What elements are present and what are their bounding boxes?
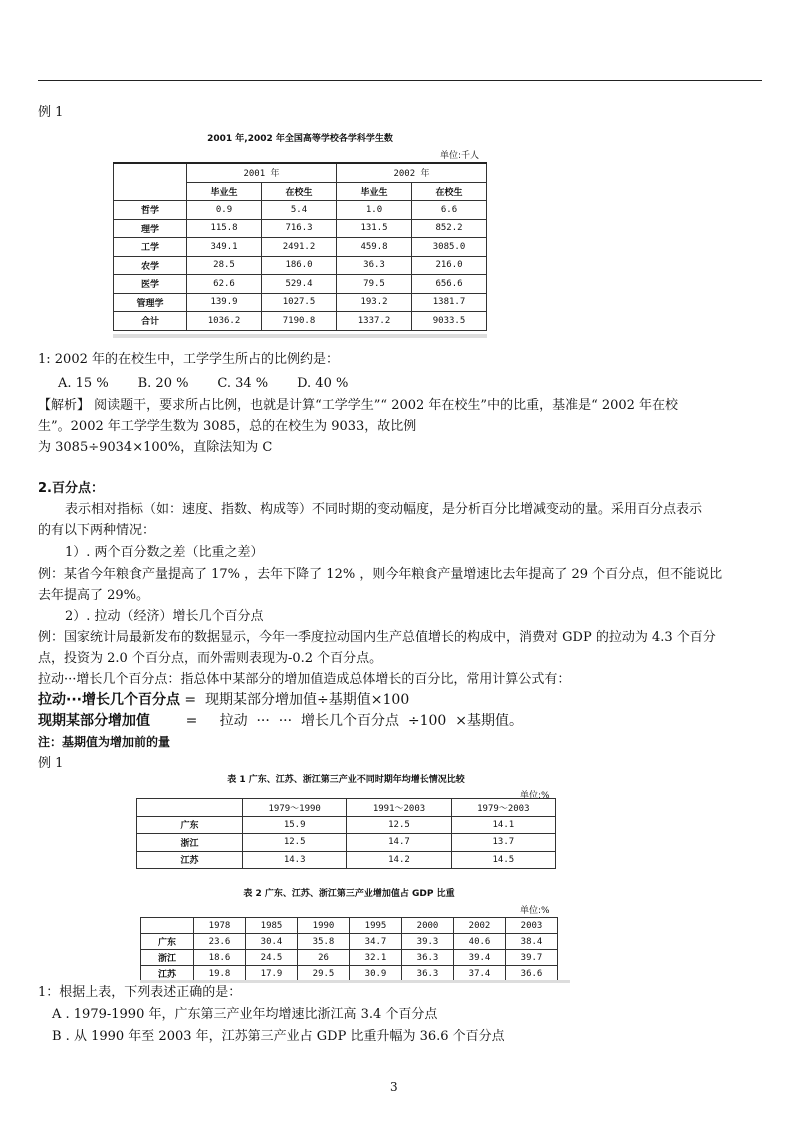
paragraph-line: 点，投资为 2.0 个百分点，而外需则表现为-0.2 个百分点。 bbox=[38, 651, 383, 666]
cell: 19.8 bbox=[194, 966, 246, 982]
paragraph-line: 表示相对指标（如：速度、指数、构成等）不同时期的变动幅度，是分析百分比增减变动的量。采用百分点表示 bbox=[65, 502, 703, 517]
cell: 39.4 bbox=[454, 950, 506, 966]
cell: 36.3 bbox=[402, 966, 454, 982]
cell: 2491.2 bbox=[262, 238, 337, 257]
definition-line: 拉动···增长几个百分点：指总体中某部分的增加值造成总体增长的百分比，常用计算公式有： bbox=[38, 672, 571, 687]
table-row bbox=[114, 219, 487, 238]
table3-corner bbox=[141, 918, 194, 934]
formula-2-expression: = 拉动 ··· ··· 增长几个百分点 ÷100 ×基期值。 bbox=[150, 713, 523, 729]
case-heading: 1）. 两个百分数之差（比重之差） bbox=[65, 545, 264, 560]
cell: 39.7 bbox=[506, 950, 558, 966]
cell: 9033.5 bbox=[412, 312, 487, 331]
table-row bbox=[114, 293, 487, 312]
cell: 35.8 bbox=[298, 934, 350, 950]
row-name: 江苏 bbox=[137, 851, 243, 869]
question-2-option-b: B . 从 1990 年至 2003 年，江苏第三产业占 GDP 比重升幅为 36.6 个百分点 bbox=[52, 1029, 505, 1044]
table3-header: 2003 bbox=[506, 918, 558, 934]
cell: 28.5 bbox=[187, 256, 262, 275]
paragraph-line: 去年提高了 29%。 bbox=[38, 588, 150, 603]
row-name: 农学 bbox=[114, 256, 187, 275]
cell: 349.1 bbox=[187, 238, 262, 257]
table-row bbox=[137, 816, 556, 834]
paragraph-line: 例：国家统计局最新发布的数据显示，今年一季度拉动国内生产总值增长的构成中，消费对 GDP 的拉动为 4.3 个百分 bbox=[38, 630, 716, 645]
analysis-line: 为 3085÷9034×100%，直除法知为 C bbox=[38, 440, 273, 455]
cell: 15.9 bbox=[243, 816, 347, 834]
row-name: 工学 bbox=[114, 238, 187, 257]
table1-year-header: 2002 年 bbox=[337, 163, 487, 182]
row-name: 广东 bbox=[141, 934, 194, 950]
table3-unit: 单位:% bbox=[520, 906, 550, 916]
cell: 40.6 bbox=[454, 934, 506, 950]
cell: 62.6 bbox=[187, 275, 262, 294]
scan-shadow bbox=[140, 980, 570, 983]
table1-sub-header: 在校生 bbox=[262, 182, 337, 201]
cell: 216.0 bbox=[412, 256, 487, 275]
table3-header: 1978 bbox=[194, 918, 246, 934]
row-name: 浙江 bbox=[137, 834, 243, 852]
table2 bbox=[136, 798, 556, 869]
example-label: 例 1 bbox=[38, 105, 64, 120]
table1-year-header: 2001 年 bbox=[187, 163, 337, 182]
cell: 7190.8 bbox=[262, 312, 337, 331]
table-row bbox=[114, 238, 487, 257]
cell: 1337.2 bbox=[337, 312, 412, 331]
cell: 5.4 bbox=[262, 201, 337, 220]
table3-title: 表 2 广东、江苏、浙江第三产业增加值占 GDP 比重 bbox=[243, 889, 455, 899]
cell: 29.5 bbox=[298, 966, 350, 982]
cell: 14.5 bbox=[451, 851, 555, 869]
paragraph-line: 例：某省今年粮食产量提高了 17% ，去年下降了 12% ，则今年粮食产量增速比去年提高了 29 个百分点，但不能说比 bbox=[38, 567, 723, 582]
example-label: 例 1 bbox=[38, 756, 64, 771]
cell: 529.4 bbox=[262, 275, 337, 294]
cell: 131.5 bbox=[337, 219, 412, 238]
cell: 17.9 bbox=[246, 966, 298, 982]
cell: 139.9 bbox=[187, 293, 262, 312]
cell: 1381.7 bbox=[412, 293, 487, 312]
table-row bbox=[137, 834, 556, 852]
row-name: 浙江 bbox=[141, 950, 194, 966]
table2-title: 表 1 广东、江苏、浙江第三产业不同时期年均增长情况比较 bbox=[227, 775, 465, 785]
analysis-line: 生”。2002 年工学学生数为 3085，总的在校生为 9033，故比例 bbox=[38, 419, 417, 434]
table3-header: 1985 bbox=[246, 918, 298, 934]
table1-sub-header: 毕业生 bbox=[337, 182, 412, 201]
header-rule bbox=[38, 80, 762, 81]
cell: 186.0 bbox=[262, 256, 337, 275]
table2-corner bbox=[137, 799, 243, 817]
cell: 1027.5 bbox=[262, 293, 337, 312]
formula-2-term: 现期某部分增加值 bbox=[38, 713, 150, 729]
table1-title: 2001 年,2002 年全国高等学校各学科学生数 bbox=[207, 134, 393, 144]
cell: 36.6 bbox=[506, 966, 558, 982]
cell: 12.5 bbox=[243, 834, 347, 852]
cell: 12.5 bbox=[347, 816, 451, 834]
table1 bbox=[113, 162, 487, 331]
cell: 656.6 bbox=[412, 275, 487, 294]
cell: 34.7 bbox=[350, 934, 402, 950]
cell: 1.0 bbox=[337, 201, 412, 220]
row-name: 管理学 bbox=[114, 293, 187, 312]
cell: 79.5 bbox=[337, 275, 412, 294]
cell: 36.3 bbox=[402, 950, 454, 966]
cell: 39.3 bbox=[402, 934, 454, 950]
page-number: 3 bbox=[390, 1080, 398, 1094]
section-heading: 2.百分点： bbox=[38, 481, 104, 496]
table3-header: 1990 bbox=[298, 918, 350, 934]
row-name: 医学 bbox=[114, 275, 187, 294]
table2-header: 1991～2003 bbox=[347, 799, 451, 817]
formula-2 bbox=[38, 713, 523, 729]
row-name: 江苏 bbox=[141, 966, 194, 982]
table-row bbox=[137, 851, 556, 869]
row-name: 理学 bbox=[114, 219, 187, 238]
cell: 6.6 bbox=[412, 201, 487, 220]
table1-unit: 单位:千人 bbox=[440, 151, 480, 161]
scan-shadow bbox=[113, 334, 487, 338]
cell: 14.7 bbox=[347, 834, 451, 852]
table3-header: 1995 bbox=[350, 918, 402, 934]
cell: 1036.2 bbox=[187, 312, 262, 331]
cell: 0.9 bbox=[187, 201, 262, 220]
cell: 37.4 bbox=[454, 966, 506, 982]
table1-sub-header: 毕业生 bbox=[187, 182, 262, 201]
cell: 193.2 bbox=[337, 293, 412, 312]
table3-header: 2000 bbox=[402, 918, 454, 934]
cell: 30.9 bbox=[350, 966, 402, 982]
formula-1-term: 拉动···增长几个百分点 bbox=[38, 692, 180, 708]
cell: 852.2 bbox=[412, 219, 487, 238]
row-name: 哲学 bbox=[114, 201, 187, 220]
table-row bbox=[114, 275, 487, 294]
case-heading: 2）. 拉动（经济）增长几个百分点 bbox=[65, 609, 264, 624]
question-2-option-a: A . 1979-1990 年，广东第三产业年均增速比浙江高 3.4 个百分点 bbox=[52, 1007, 438, 1022]
question-1: 1: 2002 年的在校生中，工学学生所占的比例约是： bbox=[38, 352, 339, 367]
table-row bbox=[141, 950, 558, 966]
question-1-options: A. 15 % B. 20 % C. 34 % D. 40 % bbox=[58, 376, 349, 391]
cell: 36.3 bbox=[337, 256, 412, 275]
table1-sub-header: 在校生 bbox=[412, 182, 487, 201]
table2-header: 1979～1990 bbox=[243, 799, 347, 817]
question-2: 1：根据上表，下列表述正确的是： bbox=[38, 985, 242, 1000]
cell: 18.6 bbox=[194, 950, 246, 966]
cell: 23.6 bbox=[194, 934, 246, 950]
cell: 14.2 bbox=[347, 851, 451, 869]
analysis-line: 【解析】 阅读题干，要求所占比例，也就是计算“工学学生”“ 2002 年在校生”中的比重，基准是“ 2002 年在校 bbox=[38, 398, 679, 413]
cell: 30.4 bbox=[246, 934, 298, 950]
table-row bbox=[141, 934, 558, 950]
cell: 459.8 bbox=[337, 238, 412, 257]
cell: 14.1 bbox=[451, 816, 555, 834]
table2-header: 1979～2003 bbox=[451, 799, 555, 817]
table3-header: 2002 bbox=[454, 918, 506, 934]
table-row bbox=[114, 201, 487, 220]
table3 bbox=[140, 917, 558, 982]
cell: 3085.0 bbox=[412, 238, 487, 257]
note: 注：基期值为增加前的量 bbox=[38, 735, 171, 749]
table1-corner bbox=[114, 163, 187, 201]
table-row bbox=[114, 256, 487, 275]
table2-unit: 单位:% bbox=[520, 791, 550, 801]
row-name: 合计 bbox=[114, 312, 187, 331]
formula-1 bbox=[38, 692, 409, 708]
row-name: 广东 bbox=[137, 816, 243, 834]
cell: 38.4 bbox=[506, 934, 558, 950]
cell: 115.8 bbox=[187, 219, 262, 238]
cell: 14.3 bbox=[243, 851, 347, 869]
formula-1-expression: = 现期某部分增加值÷基期值×100 bbox=[179, 692, 410, 708]
cell: 26 bbox=[298, 950, 350, 966]
cell: 32.1 bbox=[350, 950, 402, 966]
cell: 716.3 bbox=[262, 219, 337, 238]
cell: 24.5 bbox=[246, 950, 298, 966]
cell: 13.7 bbox=[451, 834, 555, 852]
paragraph-line: 的有以下两种情况： bbox=[38, 523, 156, 538]
table-row bbox=[114, 312, 487, 331]
